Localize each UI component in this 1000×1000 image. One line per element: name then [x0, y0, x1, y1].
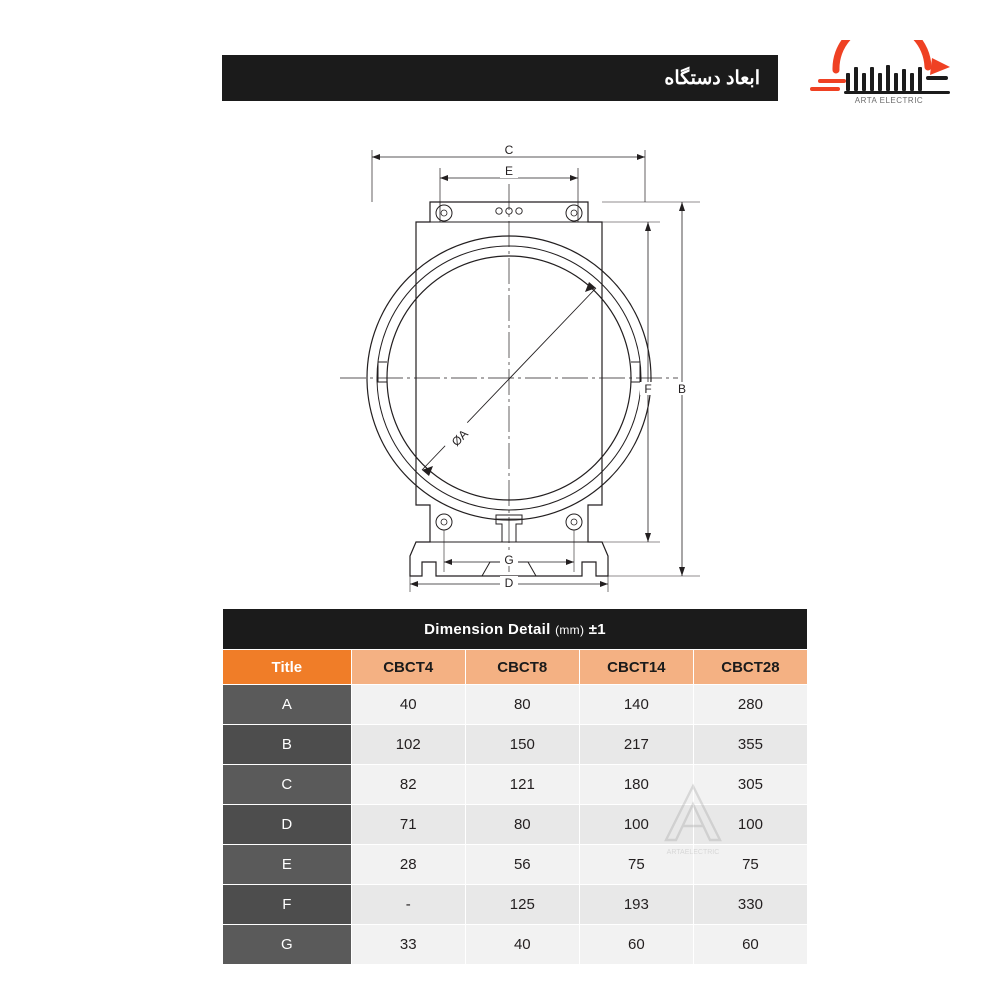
caption-unit: (mm) — [555, 622, 585, 637]
cell-a-cbct14: 140 — [579, 685, 693, 725]
row-label-c: C — [223, 765, 352, 805]
cell-c-cbct8: 121 — [465, 765, 579, 805]
cell-f-cbct14: 193 — [579, 885, 693, 925]
label-e: E — [504, 164, 514, 178]
row-label-f: F — [223, 885, 352, 925]
label-c: C — [504, 143, 514, 157]
label-d: D — [504, 576, 514, 590]
table-row — [223, 765, 808, 805]
cell-e-cbct28: 75 — [693, 845, 807, 885]
cell-f-cbct28: 330 — [693, 885, 807, 925]
cell-c-cbct28: 305 — [693, 765, 807, 805]
cell-b-cbct28: 355 — [693, 725, 807, 765]
label-diameter-a: ØA — [448, 426, 471, 449]
column-header-cbct28: CBCT28 — [693, 650, 807, 685]
cell-d-cbct8: 80 — [465, 805, 579, 845]
table-row — [223, 845, 808, 885]
cell-b-cbct4: 102 — [351, 725, 465, 765]
cell-c-cbct14: 180 — [579, 765, 693, 805]
column-header-cbct14: CBCT14 — [579, 650, 693, 685]
label-f: F — [644, 382, 652, 396]
drawing-svg — [330, 110, 750, 600]
logo-icon — [800, 40, 978, 100]
cell-a-cbct28: 280 — [693, 685, 807, 725]
cell-d-cbct4: 71 — [351, 805, 465, 845]
page-title: ابعاد دستگاه — [664, 67, 760, 89]
dimension-table-wrapper — [222, 608, 808, 965]
table-caption-row — [223, 609, 808, 650]
logo-subtitle: ARTA ELECTRIC — [854, 96, 924, 105]
row-label-b: B — [223, 725, 352, 765]
table-caption — [223, 609, 808, 650]
caption-tolerance: ±1 — [588, 620, 606, 638]
column-header-cbct4: CBCT4 — [351, 650, 465, 685]
cell-a-cbct4: 40 — [351, 685, 465, 725]
svg-text:ARTAELECTRIC: ARTAELECTRIC — [666, 849, 720, 856]
cell-f-cbct4: - — [351, 885, 465, 925]
row-label-a: A — [223, 685, 352, 725]
dimension-table — [222, 608, 808, 965]
table-row — [223, 805, 808, 845]
table-header-row — [223, 650, 808, 685]
row-label-d: D — [223, 805, 352, 845]
table-row — [223, 685, 808, 725]
cell-d-cbct14: 100 — [579, 805, 693, 845]
table-row — [223, 885, 808, 925]
dimension-drawing — [330, 110, 750, 600]
cell-b-cbct14: 217 — [579, 725, 693, 765]
cell-c-cbct4: 82 — [351, 765, 465, 805]
row-label-e: E — [223, 845, 352, 885]
cell-e-cbct14: 75 — [579, 845, 693, 885]
brand-logo — [800, 40, 978, 112]
label-g: G — [504, 553, 514, 567]
table-row — [223, 925, 808, 965]
column-header-cbct8: CBCT8 — [465, 650, 579, 685]
caption-main: Dimension Detail — [424, 620, 551, 638]
cell-g-cbct28: 60 — [693, 925, 807, 965]
cell-a-cbct8: 80 — [465, 685, 579, 725]
column-header-title: Title — [223, 650, 352, 685]
cell-b-cbct8: 150 — [465, 725, 579, 765]
cell-f-cbct8: 125 — [465, 885, 579, 925]
cell-g-cbct8: 40 — [465, 925, 579, 965]
row-label-g: G — [223, 925, 352, 965]
cell-e-cbct8: 56 — [465, 845, 579, 885]
table-row — [223, 725, 808, 765]
cell-g-cbct14: 60 — [579, 925, 693, 965]
cell-e-cbct4: 28 — [351, 845, 465, 885]
cell-d-cbct28: 100 — [693, 805, 807, 845]
page-header-bar — [222, 55, 778, 101]
label-b: B — [677, 382, 687, 396]
cell-g-cbct4: 33 — [351, 925, 465, 965]
